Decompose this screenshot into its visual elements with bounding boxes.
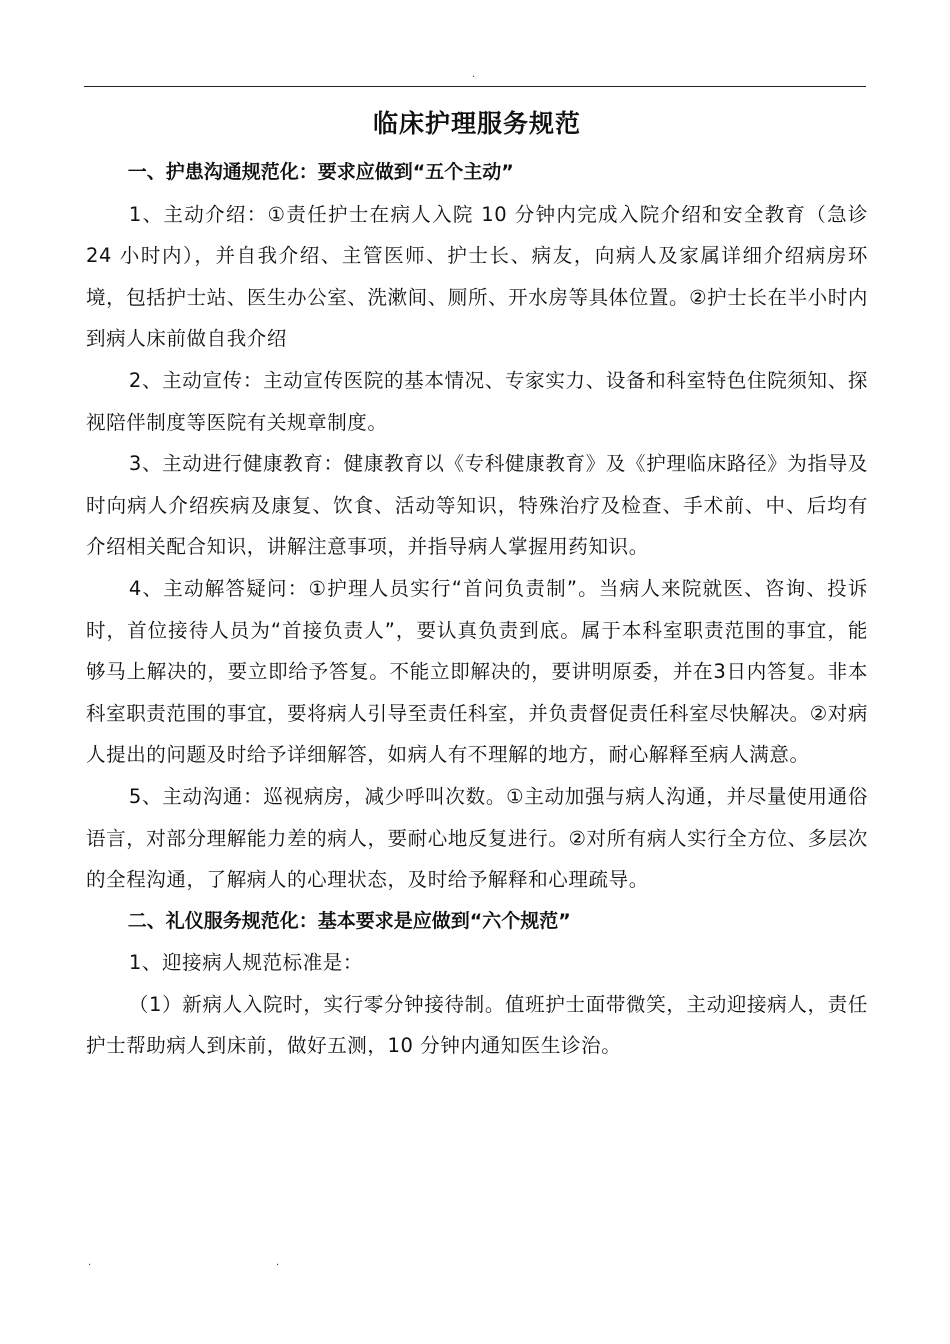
- document-title: 临床护理服务规范: [372, 109, 581, 138]
- document-body: [86, 102, 868, 1067]
- section-1-item-2: 2、主动宣传：主动宣传医院的基本情况、专家实力、设备和科室特色住院须知、探视陪伴制度等医院有关规章制度。: [86, 368, 868, 434]
- section-1-item-3: 3、主动进行健康教育：健康教育以《专科健康教育》及《护理临床路径》为指导及时向病人介绍疾病及康复、饮食、活动等知识，特殊治疗及检查、手术前、中、后均有介绍相关配合知识，讲解注意事项，并指导病人掌握用药知识。: [86, 452, 868, 559]
- section-1-item-1: 1、主动介绍：①责任护士在病人入院 10 分钟内完成入院介绍和安全教育（急诊 24 小时内），并自我介绍、主管医师、护士长、病友，向病人及家属详细介绍病房环境，包括护士站、医生办公室、洗漱间、厕所、开水房等具体位置。②护士长在半小时内到病人床前做自我介绍: [86, 202, 868, 351]
- section-2-heading: 二、礼仪服务规范化：基本要求是应做到“六个规范”: [127, 909, 571, 932]
- footer-dot-right: .: [276, 1257, 280, 1268]
- header-dot: .: [472, 69, 476, 80]
- section-2-item-2: （1）新病人入院时，实行零分钟接待制。值班护士面带微笑，主动迎接病人，责任护士帮助病人到床前，做好五测，10 分钟内通知医生诊治。: [86, 992, 868, 1058]
- section-1-item-5: 5、主动沟通：巡视病房，减少呼叫次数。①主动加强与病人沟通，并尽量使用通俗语言，对部分理解能力差的病人，要耐心地反复进行。②对所有病人实行全方位、多层次的全程沟通，了解病人的心理状态，及时给予解释和心理疏导。: [86, 784, 868, 892]
- section-2-item-1: 1、迎接病人规范标准是：: [128, 951, 363, 975]
- header-rule: [84, 86, 866, 87]
- section-1-item-4: 4、主动解答疑问：①护理人员实行“首问负责制”。当病人来院就医、咨询、投诉时，首位接待人员为“首接负责人”，要认真负责到底。属于本科室职责范围的事宜，能够马上解决的，要立即给予答复。不能立即解决的，要讲明原委，并在3日内答复。非本科室职责范围的事宜，要将病人引导至责任科室，并负责督促责任科室尽快解决。②对病人提出的问题及时给予详细解答，如病人有不理解的地方，耐心解释至病人满意。: [86, 576, 868, 767]
- section-1-heading: 一、护患沟通规范化：要求应做到“五个主动”: [127, 161, 514, 183]
- footer-dot-left: .: [88, 1257, 92, 1268]
